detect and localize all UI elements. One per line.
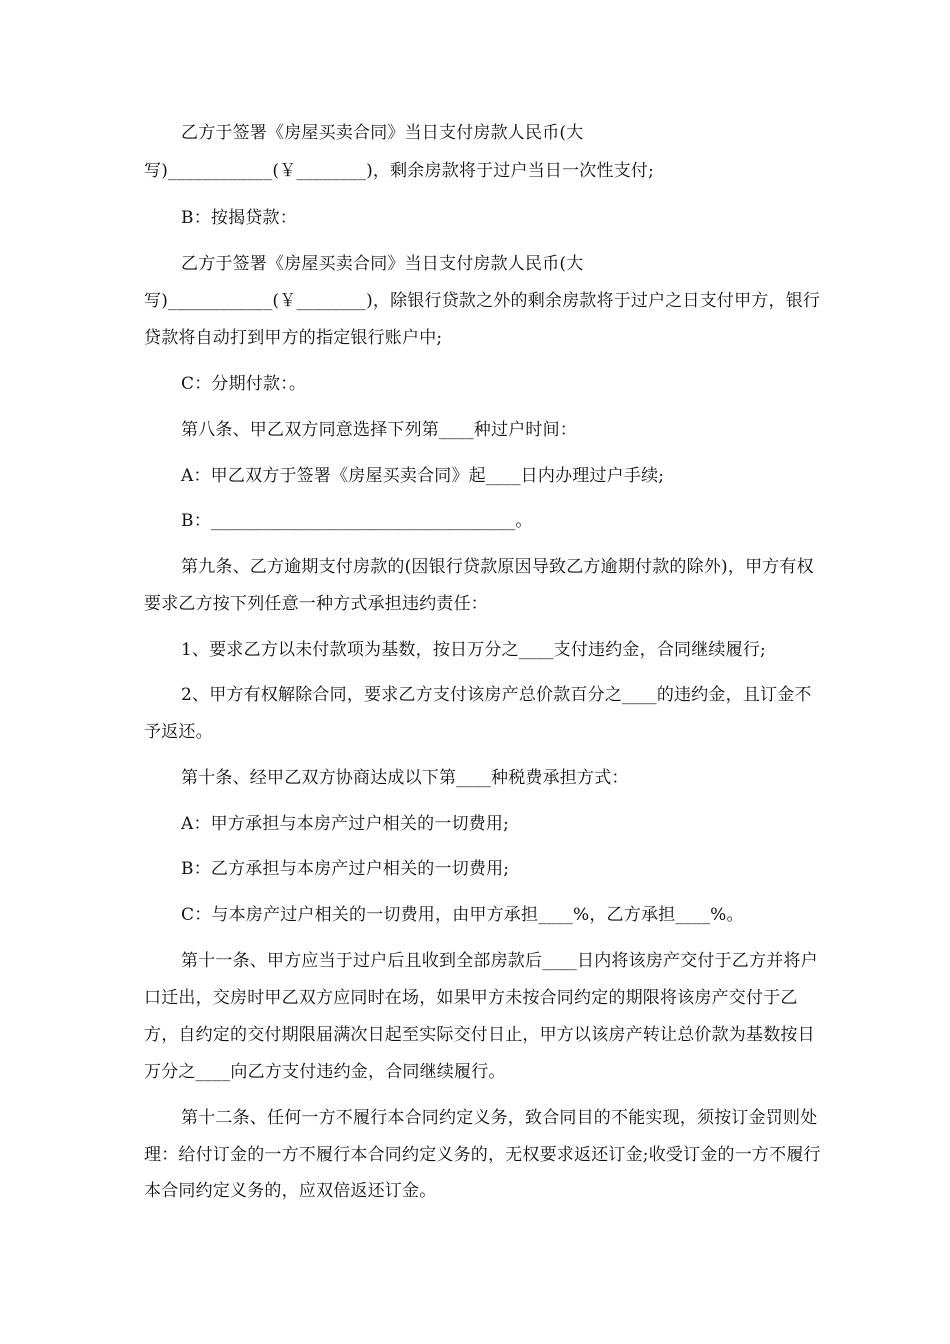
paragraph-line: 1、要求乙方以未付款项为基数，按日万分之____支付违约金，合同继续履行; <box>181 640 766 660</box>
paragraph-line: 贷款将自动打到甲方的指定银行账户中; <box>144 328 443 348</box>
paragraph-line: 乙方于签署《房屋买卖合同》当日支付房款人民币(大 <box>181 254 584 274</box>
paragraph-line: 乙方于签署《房屋买卖合同》当日支付房款人民币(大 <box>181 123 584 143</box>
paragraph-line: 予返还。 <box>144 722 213 742</box>
paragraph-line: 2、甲方有权解除合同，要求乙方支付该房产总价款百分之____的违约金，且订金不 <box>181 685 812 705</box>
article-heading: 第八条、甲乙双方同意选择下列第____种过户时间： <box>181 420 577 440</box>
paragraph-line: A：甲方承担与本房产过户相关的一切费用; <box>181 814 510 834</box>
paragraph-line: A：甲乙双方于签署《房屋买卖合同》起____日内办理过户手续; <box>181 466 665 486</box>
article-heading: 第九条、乙方逾期支付房款的(因银行贷款原因导致乙方逾期付款的除外)，甲方有权 <box>181 557 814 577</box>
paragraph-line: 本合同约定义务的，应双倍返还订金。 <box>144 1181 437 1201</box>
paragraph-line: 要求乙方按下列任意一种方式承担违约责任： <box>144 594 488 614</box>
paragraph-line: C：分期付款：。 <box>181 374 307 394</box>
paragraph-line: B：___________________________________。 <box>181 511 533 531</box>
paragraph-line: 理：给付订金的一方不履行本合同约定义务的，无权要求返还订金;收受订金的一方不履行 <box>144 1145 821 1165</box>
article-heading: 第十一条、甲方应当于过户后且收到全部房款后____日内将该房产交付于乙方并将户 <box>181 951 818 971</box>
paragraph-line: C：与本房产过户相关的一切费用，由甲方承担____%，乙方承担____%。 <box>181 905 744 925</box>
paragraph-line: B：乙方承担与本房产过户相关的一切费用; <box>181 859 510 879</box>
paragraph-line: 口迁出，交房时甲乙双方应同时在场，如果甲方未按合同约定的期限将该房产交付于乙 <box>144 988 798 1008</box>
paragraph-line: 写)____________(￥________)，剩余房款将于过户当日一次性支付; <box>144 161 655 181</box>
paragraph-line: 万分之____向乙方支付违约金，合同继续履行。 <box>144 1062 506 1082</box>
article-heading: 第十二条、任何一方不履行本合同约定义务，致合同目的不能实现，须按订金罚则处 <box>181 1108 818 1128</box>
article-heading: 第十条、经甲乙双方协商达成以下第____种税费承担方式： <box>181 768 629 788</box>
paragraph-line: 写)____________(￥________)，除银行贷款之外的剩余房款将于过户之日支付甲方，银行 <box>144 291 821 311</box>
paragraph-line: 方，自约定的交付期限届满次日起至实际交付日止，甲方以该房产转让总价款为基数按日 <box>144 1025 815 1045</box>
paragraph-line: B：按揭贷款： <box>181 208 297 228</box>
